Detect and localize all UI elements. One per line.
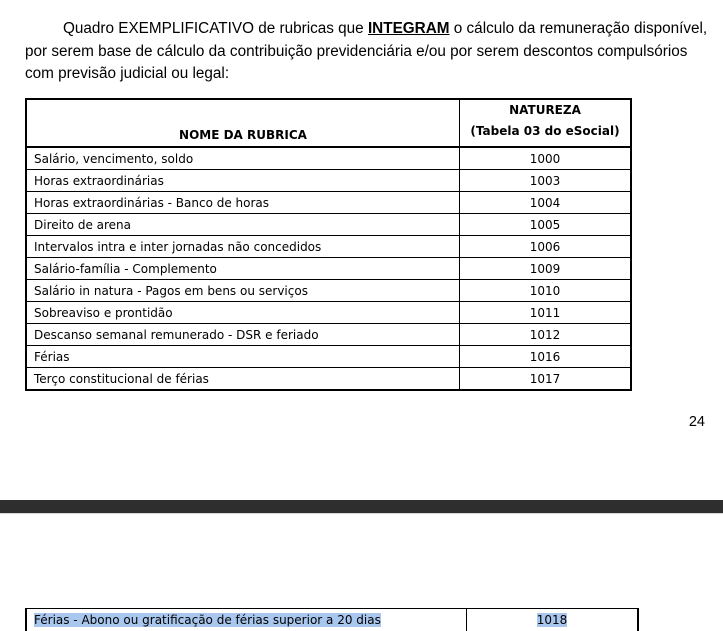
intro-text-part2: o cálculo da remuneração disponível, por serem base de cálculo da contribuição previdenciária e/ou por serem descontos compulsórios com previsão judicial ou legal: xyxy=(25,20,707,82)
rubrica-name: Horas extraordinárias - Banco de horas xyxy=(26,192,460,214)
selected-rubrica-code[interactable]: 1018 xyxy=(537,613,568,627)
rubrica-code: 1000 xyxy=(460,147,632,170)
rubrica-name: Sobreaviso e prontidão xyxy=(26,302,460,324)
rubrica-code: 1005 xyxy=(460,214,632,236)
rubrica-name: Terço constitucional de férias xyxy=(26,368,460,391)
header-natureza-line1: NATUREZA xyxy=(460,100,630,121)
rubrica-code: 1006 xyxy=(460,236,632,258)
selected-rubrica-name[interactable]: Férias - Abono ou gratificação de férias superior a 20 dias xyxy=(34,613,381,627)
rubrica-name: Salário, vencimento, soldo xyxy=(26,147,460,170)
header-nome-rubrica: NOME DA RUBRICA xyxy=(26,99,460,147)
rubrica-code: 1003 xyxy=(460,170,632,192)
rubrica-name: Salário in natura - Pagos em bens ou serviços xyxy=(26,280,460,302)
table-row xyxy=(26,192,631,214)
table-row xyxy=(26,236,631,258)
table-row xyxy=(26,170,631,192)
page-number: 24 xyxy=(689,414,705,430)
rubrica-code: 1012 xyxy=(460,324,632,346)
table-row xyxy=(26,214,631,236)
rubrica-code: 1011 xyxy=(460,302,632,324)
table-row xyxy=(26,609,638,631)
table-row xyxy=(26,280,631,302)
rubrica-name: Férias xyxy=(26,346,460,368)
rubrica-name: Intervalos intra e inter jornadas não concedidos xyxy=(26,236,460,258)
rubricas-table-continuation xyxy=(25,608,639,631)
table-row xyxy=(26,324,631,346)
rubrica-code: 1010 xyxy=(460,280,632,302)
page-separator-edge xyxy=(0,513,723,514)
rubricas-table xyxy=(25,98,632,391)
rubrica-name-cell[interactable] xyxy=(26,609,467,631)
header-natureza-line2: (Tabela 03 do eSocial) xyxy=(460,121,630,142)
table-row xyxy=(26,258,631,280)
rubrica-code: 1016 xyxy=(460,346,632,368)
rubrica-name: Direito de arena xyxy=(26,214,460,236)
rubrica-code: 1004 xyxy=(460,192,632,214)
table-header-row xyxy=(26,99,631,147)
table-row xyxy=(26,302,631,324)
intro-paragraph xyxy=(25,18,715,86)
table-row xyxy=(26,147,631,170)
table-row xyxy=(26,346,631,368)
rubrica-name: Descanso semanal remunerado - DSR e feriado xyxy=(26,324,460,346)
intro-text-part1: Quadro EXEMPLIFICATIVO de rubricas que xyxy=(63,20,368,37)
header-natureza xyxy=(460,99,632,147)
rubrica-name: Salário-família - Complemento xyxy=(26,258,460,280)
intro-emphasis: INTEGRAM xyxy=(368,20,450,37)
page-separator xyxy=(0,500,723,513)
rubrica-code-cell[interactable] xyxy=(467,609,639,631)
rubrica-code: 1017 xyxy=(460,368,632,391)
rubrica-code: 1009 xyxy=(460,258,632,280)
table-row xyxy=(26,368,631,391)
rubrica-name: Horas extraordinárias xyxy=(26,170,460,192)
